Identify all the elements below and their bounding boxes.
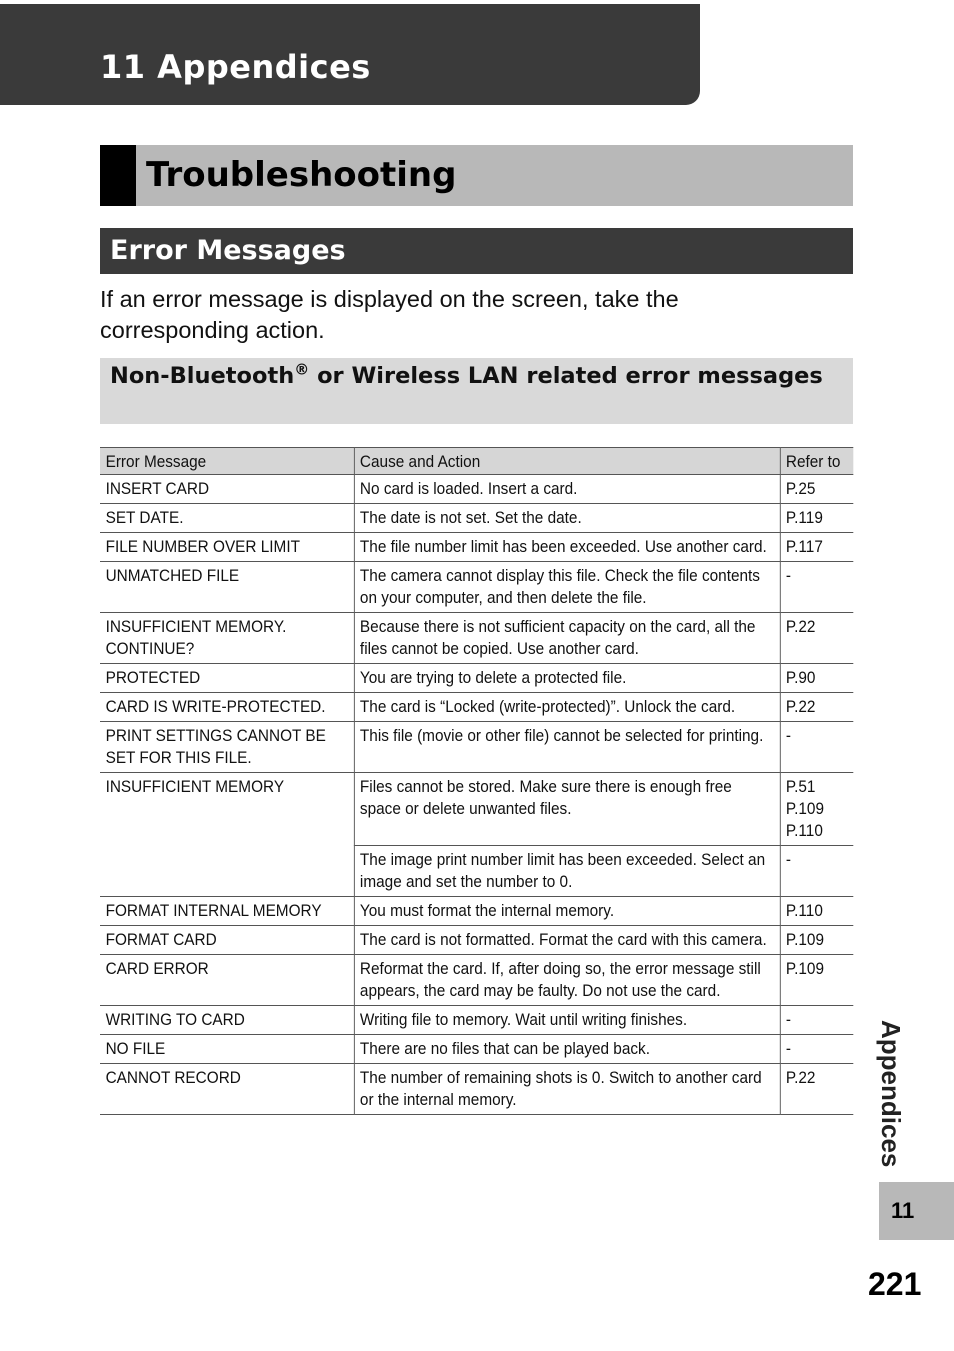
registered-mark: ®	[294, 360, 310, 379]
refer-to-cell: -	[780, 562, 853, 613]
column-header-cause-and-action: Cause and Action	[354, 448, 780, 475]
error-message-cell: CARD ERROR	[100, 955, 354, 1006]
table-row	[100, 504, 853, 533]
table-row	[100, 722, 853, 773]
error-message-cell: CANNOT RECORD	[100, 1064, 354, 1115]
subsubsection-title	[110, 360, 830, 392]
refer-to-cell: P.90	[780, 664, 853, 693]
error-message-cell: FORMAT CARD	[100, 926, 354, 955]
error-message-cell: FILE NUMBER OVER LIMIT	[100, 533, 354, 562]
side-chapter-label	[875, 1020, 923, 1170]
refer-to-cell: P.119	[780, 504, 853, 533]
table-row	[100, 664, 853, 693]
error-message-cell: INSUFFICIENT MEMORY. CONTINUE?	[100, 613, 354, 664]
error-message-cell: WRITING TO CARD	[100, 1006, 354, 1035]
refer-to-cell: P.22	[780, 693, 853, 722]
cause-action-cell: This file (movie or other file) cannot be selected for printing.	[354, 722, 780, 773]
refer-to-cell: P.110	[780, 897, 853, 926]
table-row	[100, 1006, 853, 1035]
refer-to-cell: P.51 P.109 P.110	[780, 773, 853, 846]
cause-action-cell: Files cannot be stored. Make sure there is enough free space or delete unwanted files.	[354, 773, 780, 846]
section-header-bar	[100, 145, 853, 206]
chapter-tab-number: 11	[891, 1198, 915, 1223]
refer-to-cell: P.109	[780, 955, 853, 1006]
section-marker-block	[100, 145, 136, 206]
error-messages-table	[100, 447, 853, 1115]
subsection-title: Error Messages	[110, 235, 346, 266]
cause-action-cell: The card is not formatted. Format the card with this camera.	[354, 926, 780, 955]
cause-action-cell: No card is loaded. Insert a card.	[354, 475, 780, 504]
error-message-cell: UNMATCHED FILE	[100, 562, 354, 613]
cause-action-cell: Writing file to memory. Wait until writing finishes.	[354, 1006, 780, 1035]
subsubsection-title-rest: or Wireless LAN related error messages	[309, 363, 823, 389]
cause-action-cell: The camera cannot display this file. Check the file contents on your computer, and then delete the file.	[354, 562, 780, 613]
column-header-error-message: Error Message	[100, 448, 354, 475]
chapter-tab	[879, 1182, 954, 1240]
refer-to-cell: P.22	[780, 1064, 853, 1115]
error-message-cell: INSERT CARD	[100, 475, 354, 504]
side-chapter-label-text: Appendices	[876, 1020, 906, 1168]
error-message-cell: NO FILE	[100, 1035, 354, 1064]
table-header-row	[100, 448, 853, 475]
page-number: 221	[868, 1266, 922, 1302]
refer-to-cell: -	[780, 846, 853, 897]
refer-to-cell: -	[780, 1006, 853, 1035]
refer-to-cell: P.22	[780, 613, 853, 664]
cause-action-cell: Reformat the card. If, after doing so, the error message still appears, the card may be faulty. Do not use the card.	[354, 955, 780, 1006]
chapter-title: 11 Appendices	[100, 48, 371, 86]
refer-to-cell: P.117	[780, 533, 853, 562]
table-row	[100, 693, 853, 722]
table-row	[100, 475, 853, 504]
error-message-cell: CARD IS WRITE-PROTECTED.	[100, 693, 354, 722]
table-row	[100, 955, 853, 1006]
cause-action-cell: The date is not set. Set the date.	[354, 504, 780, 533]
cause-action-cell: The file number limit has been exceeded. Use another card.	[354, 533, 780, 562]
refer-to-cell: P.109	[780, 926, 853, 955]
subsubsection-title-main: Non-Bluetooth	[110, 363, 295, 389]
cause-action-cell: You must format the internal memory.	[354, 897, 780, 926]
cause-action-cell: There are no files that can be played back.	[354, 1035, 780, 1064]
cause-action-cell: You are trying to delete a protected file.	[354, 664, 780, 693]
column-header-refer-to: Refer to	[780, 448, 853, 475]
subsection-header-bar	[100, 228, 853, 274]
subsubsection-header-bar	[100, 358, 853, 424]
table-row	[100, 562, 853, 613]
error-message-cell: PRINT SETTINGS CANNOT BE SET FOR THIS FILE.	[100, 722, 354, 773]
error-message-cell: INSUFFICIENT MEMORY	[100, 773, 354, 897]
section-title: Troubleshooting	[146, 155, 457, 195]
error-message-cell: PROTECTED	[100, 664, 354, 693]
table-row	[100, 773, 853, 846]
cause-action-cell: The image print number limit has been exceeded. Select an image and set the number to 0.	[354, 846, 780, 897]
cause-action-cell: Because there is not sufficient capacity on the card, all the files cannot be copied. Use another card.	[354, 613, 780, 664]
table-row	[100, 533, 853, 562]
refer-to-cell: -	[780, 1035, 853, 1064]
error-message-cell: SET DATE.	[100, 504, 354, 533]
intro-paragraph: If an error message is displayed on the screen, take the corresponding action.	[100, 286, 679, 343]
refer-to-cell: -	[780, 722, 853, 773]
table-row	[100, 613, 853, 664]
table-row	[100, 1035, 853, 1064]
cause-action-cell: The card is “Locked (write-protected)”. Unlock the card.	[354, 693, 780, 722]
refer-to-cell: P.25	[780, 475, 853, 504]
table-row	[100, 1064, 853, 1115]
cause-action-cell: The number of remaining shots is 0. Switch to another card or the internal memory.	[354, 1064, 780, 1115]
error-message-cell: FORMAT INTERNAL MEMORY	[100, 897, 354, 926]
table-row	[100, 926, 853, 955]
table-row	[100, 897, 853, 926]
